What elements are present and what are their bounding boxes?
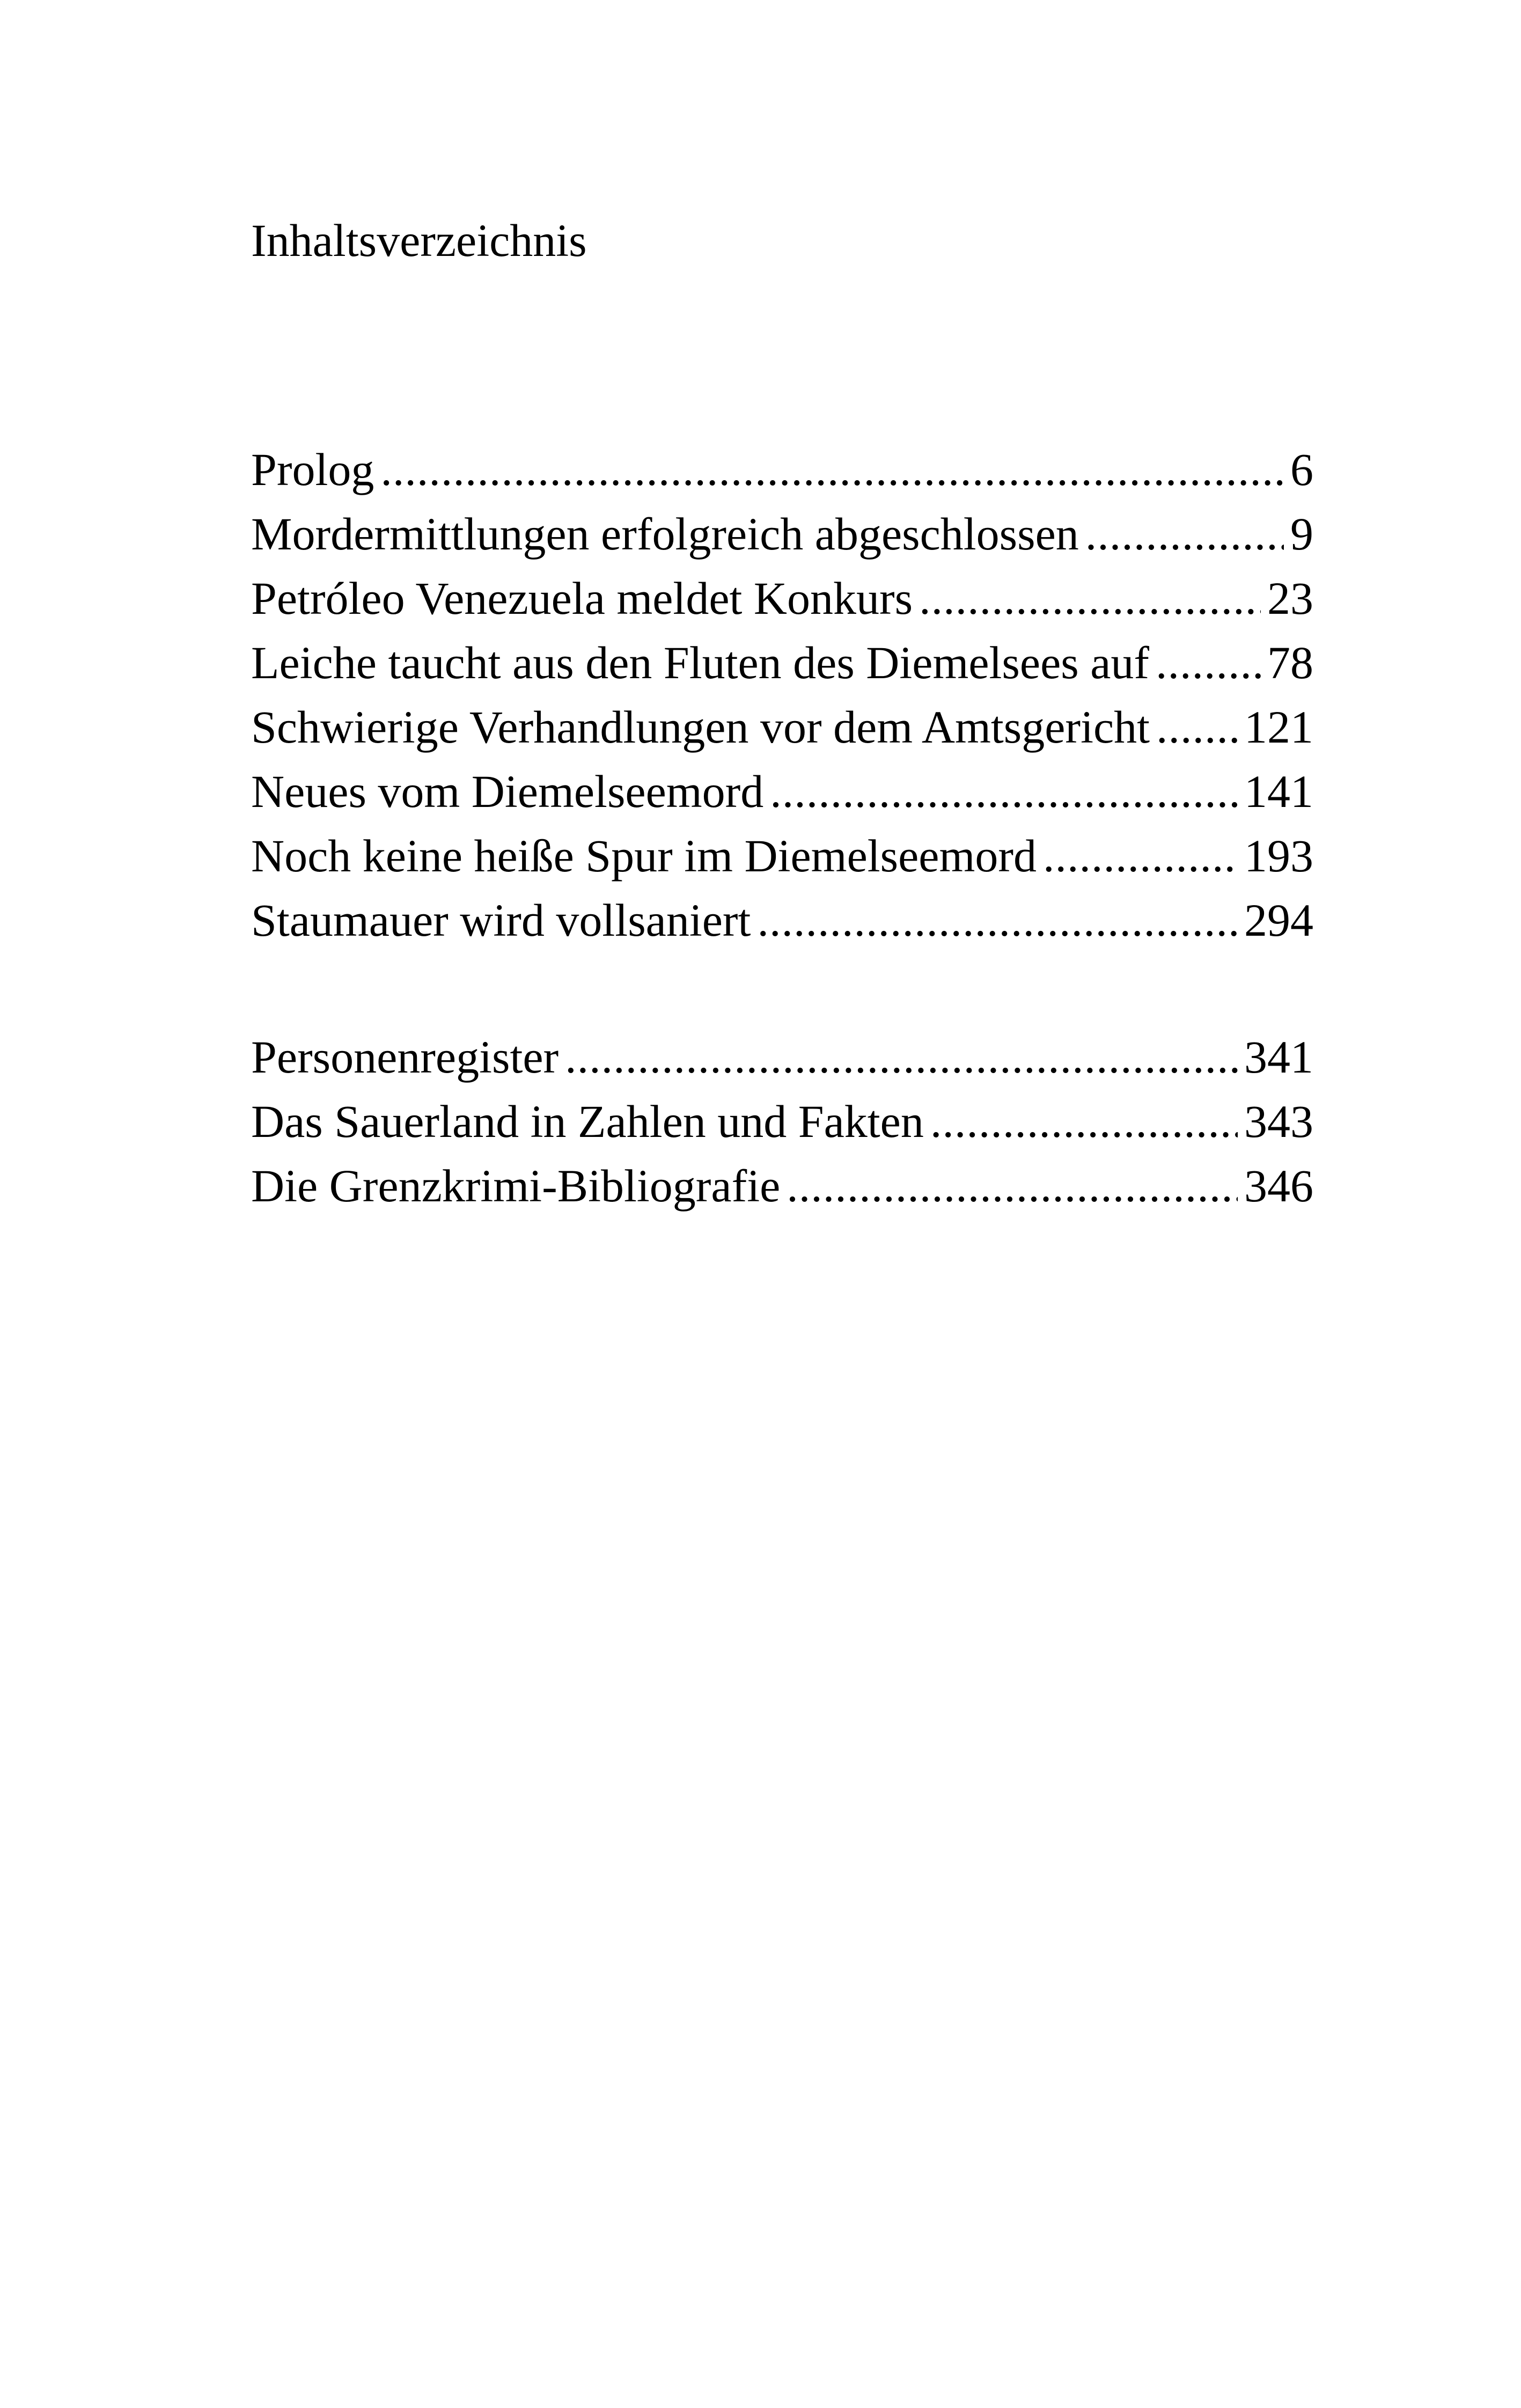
toc-entry-label: Leiche taucht aus den Fluten des Diemelsees auf [251, 637, 1150, 688]
toc-appendix-section [251, 1025, 1313, 1218]
toc-entry-page: 343 [1244, 1096, 1313, 1147]
toc-dot-leader [930, 1089, 1238, 1154]
toc-dot-leader [787, 1154, 1238, 1218]
toc-entry-page: 9 [1290, 508, 1313, 560]
toc-entry-page: 341 [1244, 1031, 1313, 1083]
toc-main-section [251, 437, 1313, 952]
toc-entry-page: 6 [1290, 444, 1313, 495]
toc-dot-leader [1043, 824, 1238, 888]
toc-entry-page: 141 [1244, 766, 1313, 817]
toc-entry [251, 1154, 1313, 1218]
toc-entry-label: Noch keine heiße Spur im Diemelseemord [251, 830, 1037, 882]
toc-entry-label: Das Sauerland in Zahlen und Fakten [251, 1096, 924, 1147]
toc-entry [251, 695, 1313, 759]
toc-entry-label: Neues vom Diemelseemord [251, 766, 764, 817]
toc-entry-page: 23 [1267, 572, 1313, 624]
toc-entry-label: Mordermittlungen erfolgreich abgeschlossen [251, 508, 1079, 560]
toc-entry-label: Die Grenzkrimi-Bibliografie [251, 1160, 781, 1212]
toc-entry-page: 294 [1244, 894, 1313, 946]
toc-entry [251, 824, 1313, 888]
toc-dot-leader [1085, 502, 1284, 566]
toc-entry [251, 1089, 1313, 1154]
toc-entry-page: 78 [1267, 637, 1313, 688]
toc-entry [251, 566, 1313, 630]
toc-entry-label: Personenregister [251, 1031, 559, 1083]
toc-entry [251, 502, 1313, 566]
toc-entry-label: Prolog [251, 444, 374, 495]
toc-entry [251, 888, 1313, 952]
toc-entry-page: 193 [1244, 830, 1313, 882]
toc-dot-leader [757, 888, 1238, 952]
toc-dot-leader [919, 566, 1261, 630]
toc-entry-page: 121 [1244, 701, 1313, 753]
toc-entry-page: 346 [1244, 1160, 1313, 1212]
toc-dot-leader [380, 437, 1284, 502]
toc-entry [251, 1025, 1313, 1089]
toc-dot-leader [1156, 630, 1261, 695]
toc-dot-leader [565, 1025, 1238, 1089]
page-title: Inhaltsverzeichnis [251, 215, 587, 266]
toc-entry-label: Staumauer wird vollsaniert [251, 894, 751, 946]
toc-entry-label: Petróleo Venezuela meldet Konkurs [251, 572, 913, 624]
toc-entry [251, 630, 1313, 695]
toc-entry [251, 759, 1313, 824]
toc-entry [251, 437, 1313, 502]
toc-dot-leader [770, 759, 1238, 824]
toc-dot-leader [1156, 695, 1238, 759]
toc-entry-label: Schwierige Verhandlungen vor dem Amtsgericht [251, 701, 1150, 753]
